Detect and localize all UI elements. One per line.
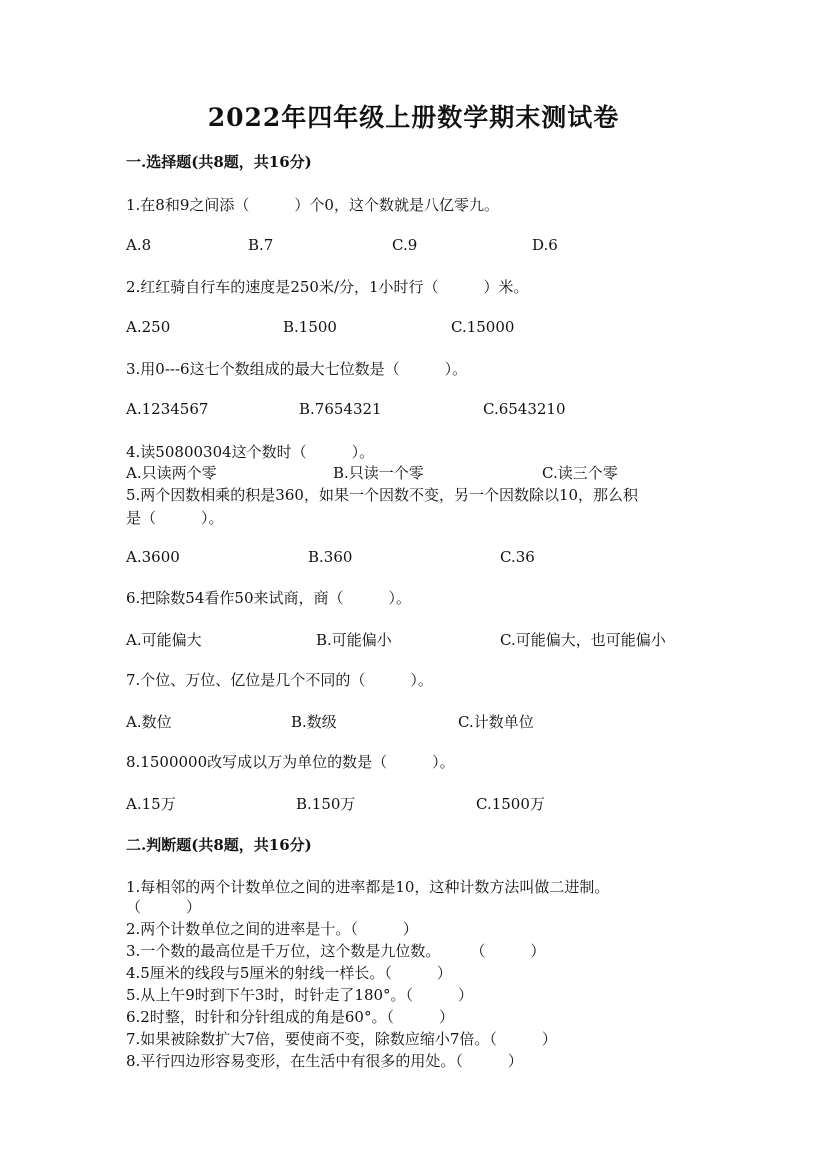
option: A.只读两个零 xyxy=(126,464,217,482)
option: A.1234567 xyxy=(126,400,209,418)
question-text: 4.读50800304这个数时（ ）。 xyxy=(126,443,375,461)
option: C.1500万 xyxy=(476,795,545,813)
option-row xyxy=(0,629,827,649)
option: A.250 xyxy=(126,318,171,336)
question-text: 1.在8和9之间添（ ）个0，这个数就是八亿零九。 xyxy=(126,196,499,214)
option: C.6543210 xyxy=(483,400,566,418)
option: C.计数单位 xyxy=(458,713,534,731)
judge-item: 3.一个数的最高位是千万位，这个数是九位数。 （ ） xyxy=(126,942,546,960)
option: A.3600 xyxy=(126,548,180,566)
option: C.可能偏大，也可能偏小 xyxy=(500,631,666,649)
option: B.可能偏小 xyxy=(316,631,392,649)
option: A.数位 xyxy=(126,713,172,731)
judge-item-blank: （ ） xyxy=(126,898,202,916)
option: C.15000 xyxy=(451,318,515,336)
section-heading-choice: 一.选择题(共8题，共16分) xyxy=(126,153,312,171)
question-text-continued: 是（ ）。 xyxy=(126,509,224,527)
option: B.7 xyxy=(248,236,274,254)
question-text: 5.两个因数相乘的积是360，如果一个因数不变，另一个因数除以10，那么积 xyxy=(126,486,639,504)
judge-item: 1.每相邻的两个计数单位之间的进率都是10，这种计数方法叫做二进制。 xyxy=(126,878,610,896)
question-text: 6.把除数54看作50来试商，商（ ）。 xyxy=(126,589,411,607)
option: B.150万 xyxy=(296,795,356,813)
page-title: 2022年四年级上册数学期末测试卷 xyxy=(207,103,620,132)
option: B.360 xyxy=(308,548,353,566)
option-row xyxy=(0,462,827,482)
judge-item: 6.2时整，时针和分针组成的角是60°。（ ） xyxy=(126,1008,454,1026)
option-row xyxy=(0,236,827,256)
option-row xyxy=(0,793,827,813)
option: C.读三个零 xyxy=(542,464,618,482)
question-text: 8.1500000改写成以万为单位的数是（ ）。 xyxy=(126,753,455,771)
judge-item: 4.5厘米的线段与5厘米的射线一样长。（ ） xyxy=(126,964,452,982)
option: B.只读一个零 xyxy=(333,464,424,482)
question-text: 3.用0---6这七个数组成的最大七位数是（ ）。 xyxy=(126,360,468,378)
question-text: 7.个位、万位、亿位是几个不同的（ ）。 xyxy=(126,671,433,689)
judge-item: 7.如果被除数扩大7倍，要使商不变，除数应缩小7倍。（ ） xyxy=(126,1030,557,1048)
question-text: 2.红红骑自行车的速度是250米/分，1小时行（ ）米。 xyxy=(126,278,529,296)
option: A.8 xyxy=(126,236,152,254)
option: B.数级 xyxy=(291,713,337,731)
option: C.36 xyxy=(500,548,535,566)
judge-item: 5.从上午9时到下午3时，时针走了180°。（ ） xyxy=(126,986,474,1004)
option: B.1500 xyxy=(283,318,337,336)
option: A.可能偏大 xyxy=(126,631,202,649)
option-row xyxy=(0,711,827,731)
option: B.7654321 xyxy=(299,400,382,418)
judge-item: 8.平行四边形容易变形，在生活中有很多的用处。（ ） xyxy=(126,1052,523,1070)
section-heading-judge: 二.判断题(共8题，共16分) xyxy=(126,836,312,854)
option-row xyxy=(0,548,827,568)
judge-item: 2.两个计数单位之间的进率是十。（ ） xyxy=(126,920,418,938)
option: D.6 xyxy=(532,236,558,254)
option: A.15万 xyxy=(126,795,176,813)
option: C.9 xyxy=(392,236,418,254)
option-row xyxy=(0,318,827,338)
option-row xyxy=(0,400,827,420)
